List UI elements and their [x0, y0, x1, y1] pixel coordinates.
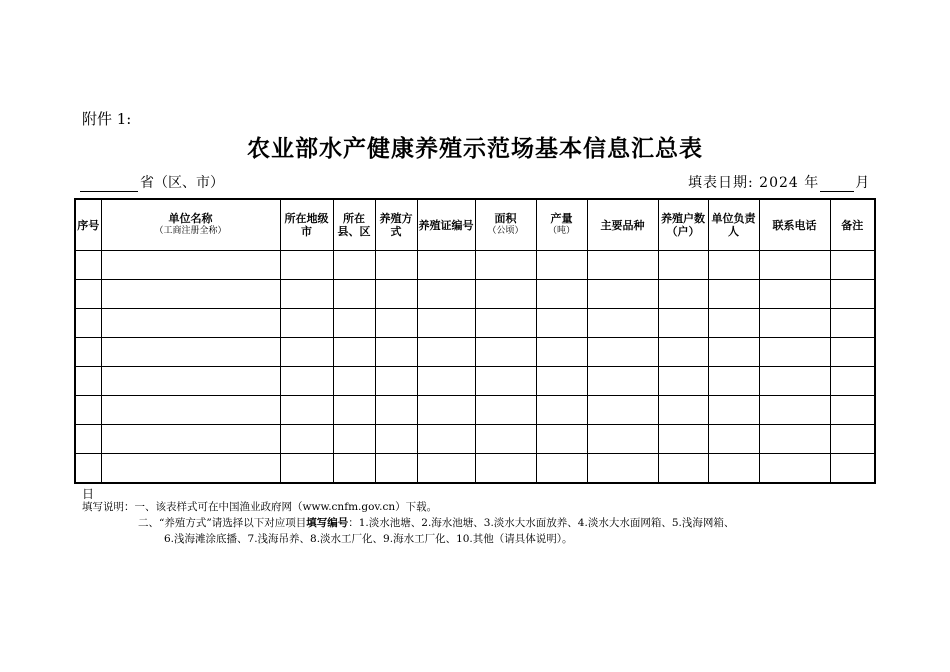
table-cell[interactable]	[101, 309, 280, 338]
column-header	[536, 199, 587, 251]
table-cell[interactable]	[375, 396, 417, 425]
table-cell[interactable]	[587, 396, 658, 425]
table-cell[interactable]	[658, 280, 708, 309]
table-cell[interactable]	[587, 425, 658, 454]
table-cell[interactable]	[475, 280, 536, 309]
table-cell[interactable]	[101, 454, 280, 484]
table-row	[75, 280, 875, 309]
table-cell[interactable]	[417, 425, 475, 454]
table-cell[interactable]	[475, 425, 536, 454]
table-cell[interactable]	[75, 280, 101, 309]
column-header-sublabel: （公顷）	[487, 226, 524, 236]
table-cell[interactable]	[375, 309, 417, 338]
table-cell[interactable]	[333, 280, 375, 309]
table-cell[interactable]	[587, 367, 658, 396]
table-cell[interactable]	[101, 425, 280, 454]
table-cell[interactable]	[536, 338, 587, 367]
column-header-label: 产量	[550, 212, 573, 225]
column-header	[830, 199, 875, 251]
table-cell[interactable]	[759, 251, 830, 280]
table-cell[interactable]	[536, 396, 587, 425]
table-cell[interactable]	[708, 454, 759, 484]
table-cell[interactable]	[101, 396, 280, 425]
table-cell[interactable]	[75, 309, 101, 338]
table-cell[interactable]	[475, 309, 536, 338]
table-cell[interactable]	[280, 280, 333, 309]
table-cell[interactable]	[830, 280, 875, 309]
table-cell[interactable]	[375, 367, 417, 396]
table-cell[interactable]	[830, 338, 875, 367]
table-cell[interactable]	[536, 367, 587, 396]
province-blank	[80, 177, 138, 192]
column-header-label: 主要品种	[600, 218, 645, 232]
table-header-row	[75, 199, 875, 251]
table-cell[interactable]	[759, 454, 830, 484]
table-cell[interactable]	[333, 396, 375, 425]
table-cell[interactable]	[375, 251, 417, 280]
table-cell[interactable]	[375, 425, 417, 454]
table-cell[interactable]	[658, 425, 708, 454]
table-cell[interactable]	[333, 454, 375, 484]
table-cell[interactable]	[759, 280, 830, 309]
table-cell[interactable]	[333, 367, 375, 396]
table-cell[interactable]	[658, 251, 708, 280]
table-cell[interactable]	[587, 251, 658, 280]
table-cell[interactable]	[75, 251, 101, 280]
table-cell[interactable]	[280, 251, 333, 280]
column-header-label: 所在地级市	[284, 212, 329, 238]
column-header-label: 所在县、区	[337, 212, 371, 238]
table-cell[interactable]	[587, 309, 658, 338]
table-cell[interactable]	[830, 309, 875, 338]
table-cell[interactable]	[280, 425, 333, 454]
table-cell[interactable]	[280, 338, 333, 367]
table-cell[interactable]	[708, 367, 759, 396]
table-cell[interactable]	[333, 338, 375, 367]
table-row	[75, 367, 875, 396]
column-header	[280, 199, 333, 251]
below-table-char: 日	[82, 487, 95, 501]
month-blank	[820, 177, 854, 192]
column-header	[75, 199, 101, 251]
column-header-label: 养殖证编号	[418, 218, 474, 232]
column-header-label: 联系电话	[772, 218, 817, 232]
table-cell[interactable]	[658, 338, 708, 367]
column-header	[587, 199, 658, 251]
table-cell[interactable]	[830, 396, 875, 425]
column-header	[658, 199, 708, 251]
column-header	[375, 199, 417, 251]
column-header-sublabel: （吨）	[547, 226, 575, 236]
table-cell[interactable]	[658, 309, 708, 338]
table-cell[interactable]	[375, 280, 417, 309]
table-cell[interactable]	[658, 367, 708, 396]
table-cell[interactable]	[475, 338, 536, 367]
table-cell[interactable]	[75, 454, 101, 484]
table-cell[interactable]	[830, 454, 875, 484]
table-cell[interactable]	[75, 396, 101, 425]
table-cell[interactable]	[587, 280, 658, 309]
table-cell[interactable]	[333, 425, 375, 454]
date-line	[688, 172, 870, 192]
table-cell[interactable]	[417, 251, 475, 280]
table-cell[interactable]	[75, 425, 101, 454]
province-suffix: 省（区、市）	[140, 175, 224, 191]
note-line-2-pre: 二、“养殖方式”请选择以下对应项目	[138, 517, 307, 529]
column-header-sublabel: （工商注册全称）	[154, 226, 227, 236]
table-row	[75, 338, 875, 367]
table-cell[interactable]	[101, 367, 280, 396]
table-cell[interactable]	[759, 309, 830, 338]
table-cell[interactable]	[101, 280, 280, 309]
table-cell[interactable]	[587, 454, 658, 484]
note-line-2	[82, 515, 734, 531]
table-cell[interactable]	[536, 425, 587, 454]
column-header-label: 养殖户数（户）	[661, 212, 705, 238]
table-cell[interactable]	[101, 338, 280, 367]
note-line-2-post: ：1.淡水池塘、2.海水池塘、3.淡水大水面放养、4.淡水大水面网箱、5.浅海网箱、	[348, 517, 735, 529]
table-cell[interactable]	[587, 338, 658, 367]
table-cell[interactable]	[475, 454, 536, 484]
info-table	[74, 198, 876, 484]
date-prefix: 填表日期: 2024 年	[688, 175, 820, 191]
page-title: 农业部水产健康养殖示范场基本信息汇总表	[247, 136, 703, 162]
table-cell[interactable]	[75, 338, 101, 367]
table-cell[interactable]	[708, 309, 759, 338]
note-line-3: 6.浅海滩涂底播、7.浅海吊养、8.淡水工厂化、9.海水工厂化、10.其他（请具体说明）。	[164, 533, 573, 545]
table-row	[75, 454, 875, 484]
column-header	[759, 199, 830, 251]
table-cell[interactable]	[536, 454, 587, 484]
column-header-label: 备注	[841, 218, 864, 232]
column-header-label: 面积	[494, 212, 517, 225]
table-cell[interactable]	[280, 309, 333, 338]
table-cell[interactable]	[536, 251, 587, 280]
table-body	[75, 251, 875, 484]
table-cell[interactable]	[417, 280, 475, 309]
table-cell[interactable]	[75, 367, 101, 396]
column-header	[417, 199, 475, 251]
table-cell[interactable]	[475, 251, 536, 280]
table-cell[interactable]	[708, 425, 759, 454]
table-cell[interactable]	[759, 367, 830, 396]
table-cell[interactable]	[280, 396, 333, 425]
column-header-label: 单位负责人	[711, 212, 756, 238]
table-cell[interactable]	[417, 338, 475, 367]
table-cell[interactable]	[417, 309, 475, 338]
table-cell[interactable]	[708, 338, 759, 367]
table-cell[interactable]	[475, 396, 536, 425]
table-cell[interactable]	[708, 280, 759, 309]
column-header-label: 单位名称	[168, 212, 213, 225]
table-cell[interactable]	[375, 338, 417, 367]
table-cell[interactable]	[375, 454, 417, 484]
note-line-2-bold: 填写编号	[306, 517, 349, 529]
table-cell[interactable]	[759, 338, 830, 367]
date-suffix: 月	[855, 175, 871, 191]
table-row	[75, 425, 875, 454]
table-cell[interactable]	[708, 396, 759, 425]
table-cell[interactable]	[708, 251, 759, 280]
table-cell[interactable]	[658, 454, 708, 484]
table-row	[75, 251, 875, 280]
table-cell[interactable]	[417, 396, 475, 425]
province-line	[80, 172, 224, 192]
table-cell[interactable]	[830, 367, 875, 396]
table-cell[interactable]	[759, 396, 830, 425]
column-header-label: 养殖方式	[379, 212, 413, 238]
column-header	[333, 199, 375, 251]
table-cell[interactable]	[830, 425, 875, 454]
table-cell[interactable]	[280, 454, 333, 484]
table-cell[interactable]	[536, 309, 587, 338]
table-cell[interactable]	[280, 367, 333, 396]
table-cell[interactable]	[417, 367, 475, 396]
table-row	[75, 309, 875, 338]
attachment-label: 附件 1:	[82, 110, 132, 128]
note-line-1: 填写说明：一、该表样式可在中国渔业政府网（www.cnfm.gov.cn）下载。	[82, 501, 438, 513]
column-header	[475, 199, 536, 251]
table-cell[interactable]	[333, 251, 375, 280]
table-cell[interactable]	[759, 425, 830, 454]
fill-instructions	[82, 499, 734, 547]
table-cell[interactable]	[536, 280, 587, 309]
table-cell[interactable]	[830, 251, 875, 280]
column-header-label: 序号	[77, 218, 100, 232]
table-cell[interactable]	[101, 251, 280, 280]
column-header	[708, 199, 759, 251]
table-cell[interactable]	[475, 367, 536, 396]
table-cell[interactable]	[658, 396, 708, 425]
table-cell[interactable]	[417, 454, 475, 484]
column-header	[101, 199, 280, 251]
table-cell[interactable]	[333, 309, 375, 338]
table-row	[75, 396, 875, 425]
